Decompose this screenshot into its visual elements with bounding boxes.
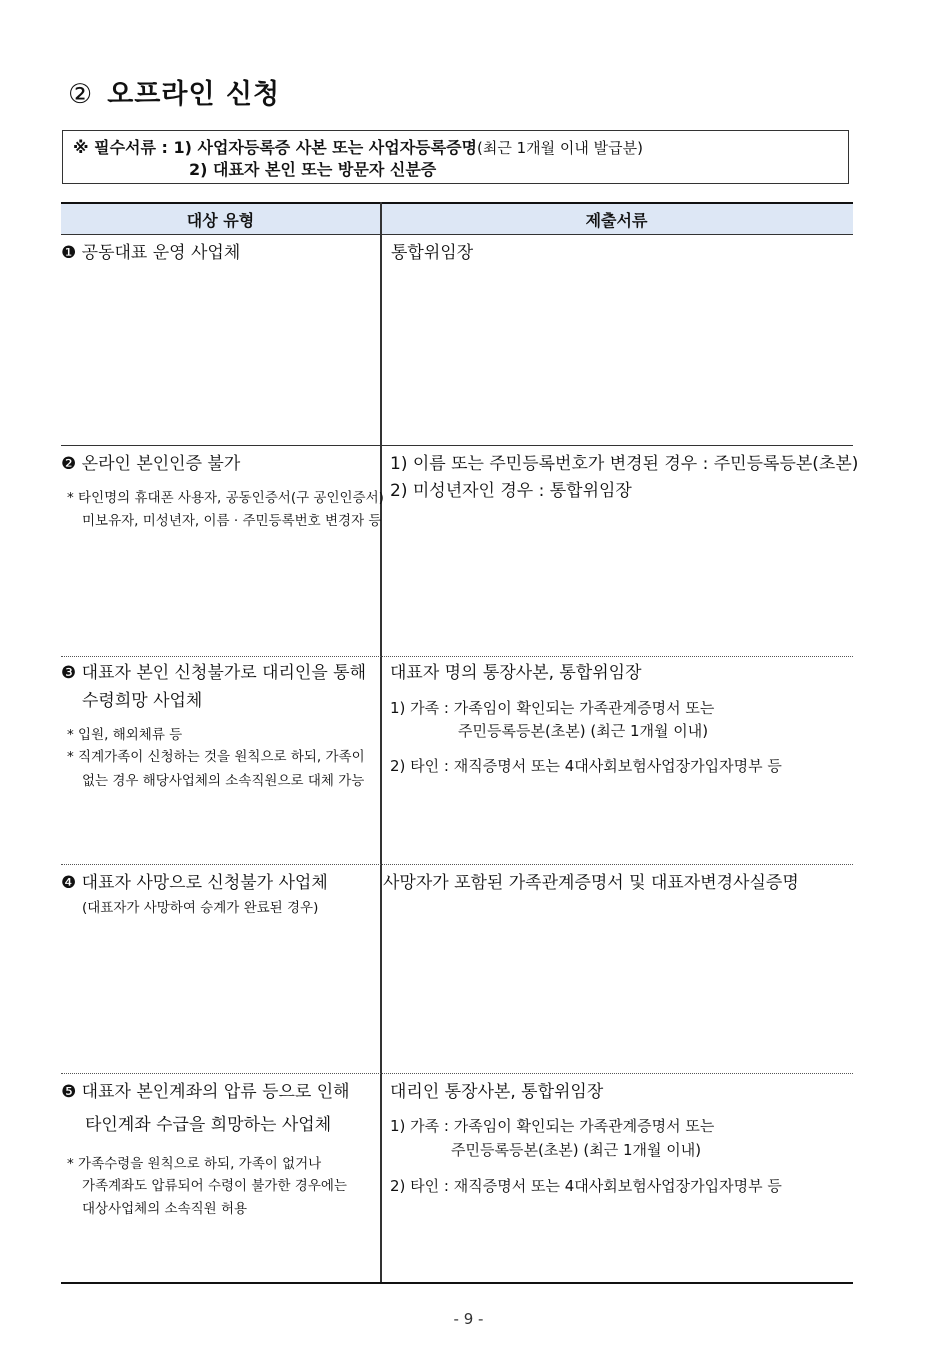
row-divider	[61, 864, 853, 865]
notice-item-1-note: (최근 1개월 이내 발급분)	[476, 139, 643, 157]
row3-doc: 대표자 명의 통장사본, 통합위임장	[390, 663, 642, 683]
row2-type: ❷ 온라인 본인인증 불가	[61, 454, 241, 474]
row5-note: 대상사업체의 소속직원 허용	[82, 1201, 248, 1217]
row3-doc: 2) 타인 : 재직증명서 또는 4대사회보험사업장가입자명부 등	[390, 757, 782, 775]
document-table	[61, 202, 859, 1284]
notice-item-2: 2) 대표자 본인 또는 방문자 신분증	[189, 160, 437, 179]
row5-doc: 2) 타인 : 재직증명서 또는 4대사회보험사업장가입자명부 등	[390, 1177, 782, 1195]
row5-note: 가족계좌도 압류되어 수령이 불가한 경우에는	[82, 1178, 347, 1194]
section-number: ②	[68, 79, 94, 110]
row3-doc: 1) 가족 : 가족임이 확인되는 가족관계증명서 또는	[390, 699, 715, 717]
row1-doc: 통합위임장	[391, 243, 474, 263]
row5-type: 타인계좌 수급을 희망하는 사업체	[85, 1115, 332, 1135]
required-documents-notice	[62, 130, 849, 184]
column-divider	[380, 202, 382, 1284]
row3-note: 없는 경우 해당사업체의 소속직원으로 대체 가능	[82, 773, 365, 789]
row2-note: 미보유자, 미성년자, 이름 · 주민등록번호 변경자 등	[82, 513, 382, 529]
row5-doc: 주민등록등본(초본) (최근 1개월 이내)	[451, 1141, 702, 1159]
row2-doc: 2) 미성년자인 경우 : 통합위임장	[390, 481, 632, 501]
row-divider	[61, 656, 853, 657]
header-target-type: 대상 유형	[186, 211, 255, 230]
table-header	[61, 202, 853, 235]
row-divider	[61, 445, 853, 446]
table-bottom-border	[61, 1282, 853, 1284]
row2-note: * 타인명의 휴대폰 사용자, 공동인증서(구 공인인증서)	[67, 490, 384, 506]
row5-doc: 1) 가족 : 가족임이 확인되는 가족관계증명서 또는	[390, 1117, 715, 1135]
row3-type: 수령희망 사업체	[82, 691, 203, 711]
row2-doc: 1) 이름 또는 주민등록번호가 변경된 경우 : 주민등록등본(초본)	[390, 454, 859, 474]
row3-note: * 입원, 해외체류 등	[67, 727, 183, 743]
row5-type: ❺ 대표자 본인계좌의 압류 등으로 인해	[61, 1082, 350, 1102]
notice-item-1: 1) 사업자등록증 사본 또는 사업자등록증명	[173, 138, 477, 157]
page-number: - 9 -	[453, 1310, 484, 1328]
row4-note: (대표자가 사망하여 승계가 완료된 경우)	[82, 900, 319, 916]
section-heading	[68, 72, 280, 111]
row-divider	[61, 1073, 853, 1074]
section-title: 오프라인 신청	[107, 79, 281, 110]
row5-note: * 가족수령을 원칙으로 하되, 가족이 없거나	[67, 1156, 322, 1172]
row3-type: ❸ 대표자 본인 신청불가로 대리인을 통해	[61, 663, 367, 683]
row3-note: * 직계가족이 신청하는 것을 원칙으로 하되, 가족이	[67, 749, 365, 765]
header-documents: 제출서류	[585, 211, 648, 230]
row5-doc: 대리인 통장사본, 통합위임장	[390, 1082, 604, 1102]
row4-doc: 사망자가 포함된 가족관계증명서 및 대표자변경사실증명	[383, 873, 799, 893]
row4-type: ❹ 대표자 사망으로 신청불가 사업체	[61, 873, 328, 893]
notice-prefix: ※ 필수서류 :	[73, 138, 168, 157]
row1-type: ❶ 공동대표 운영 사업체	[61, 243, 241, 263]
row3-doc: 주민등록등본(초본) (최근 1개월 이내)	[458, 722, 709, 740]
